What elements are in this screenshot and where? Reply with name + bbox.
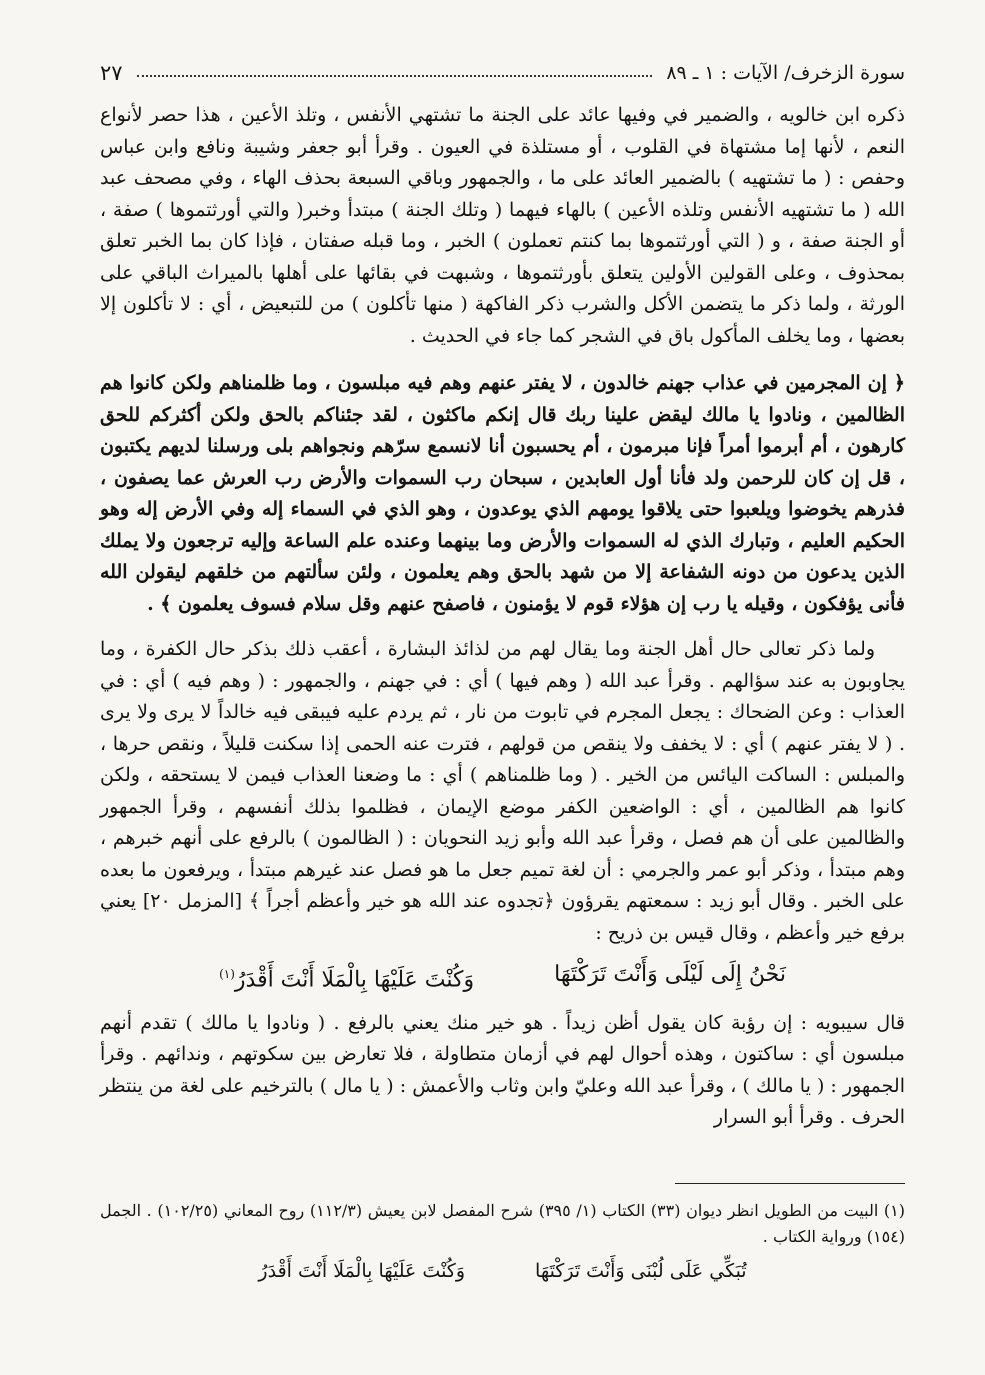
footnote-text: (١) البيت من الطويل انظر ديوان (٣٣) الكتاب (١/ ٣٩٥) شرح المفصل لابن يعيش (١١٢/٣) روح المعاني (١٠٢/٢٥) . الجمل (١٥٤) ورواية الكتاب . <box>100 1201 906 1246</box>
poem-second-hemistich-text: وَكُنْتَ عَلَيْهَا بِالْمَلَا أَنْتَ أَقْدَرُ <box>234 967 475 993</box>
poem-second-hemistich <box>219 959 474 996</box>
footnote-section <box>100 1198 905 1284</box>
poem-first-hemistich: نَحْنُ إِلَى لَيْلَى وَأَنْتَ تَرَكْتَهَا <box>554 962 786 987</box>
footnote-second-hemistich: وَكُنْتَ عَلَيْهَا بِالْمَلَا أَنْتَ أَقْدَرُ <box>258 1260 466 1282</box>
footnote-separator <box>675 1183 905 1184</box>
footnote-poetry-verse <box>100 1258 905 1284</box>
page-number: ٢٧ <box>100 61 123 85</box>
main-text <box>100 100 905 1134</box>
footnote-marker: (١) <box>219 967 235 981</box>
footnote-first-hemistich: تُبَكِّي عَلَى لُبْنَى وَأَنْتَ تَرَكْتَهَا <box>535 1260 747 1282</box>
commentary-paragraph-3: قال سيبويه : إن رؤبة كان يقول أظن زيداً . هو خير منك يعني بالرفع . ( ونادوا يا مالك ) تقدم أنهم مبلسون أي : ساكتون ، وهذه أحوال لهم في أزمان متطاولة ، فلا تعارض بين سكوتهم ، وندائهم . وقرأ الجمهور : ( يا مالك ) ، وقرأ عبد الله وعليّ وابن وثاب والأعمش : ( يا مال ) بالترخيم على لغة من ينتظر الحرف . وقرأ أبو السرار <box>100 1011 905 1129</box>
commentary-paragraph-2: ولما ذكر تعالى حال أهل الجنة وما يقال لهم من لذائذ البشارة ، أعقب ذلك بذكر حال الكفرة ، وما يجاوبون به عند سؤالهم . وقرأ عبد الله ( وهم فيها ) أي : في جهنم ، والجمهور : ( وهم فيه ) أي : في العذاب : وعن الضحاك : يجعل المجرم في تابوت من نار ، ثم يردم عليه فيبقى فيه خالداً لا يرى ولا يرى . ( لا يفتر عنهم ) أي : لا يخفف ولا ينقص من قولهم ، فترت عنه الحمى إذا سكنت قليلاً ، ونقص حرها ، والمبلس : الساكت اليائس من الخير . ( وما ظلمناهم ) أي : ما وضعنا العذاب فيمن لا يستحقه ، ولكن كانوا هم الظالمين ، أي : الواضعين الكفر موضع الإيمان ، فظلموا بذلك أنفسهم ، وقرأ الجمهور والظالمين على أن هم فصل ، وقرأ عبد الله وأبو زيد النحويان : ( الظالمون ) بالرفع على أنهم خبرهم ، وهم مبتدأ ، وذكر أبو عمر والجرمي : أن لغة تميم جعل ما هو فصل عند غيرهم مبتدأ ، ويرفعون ما بعده على الخبر . وقال أبو زيد : سمعتهم يقرؤون ﴿تجدوه عند الله هو خير وأعظم أجراً ﴾ [المزمل ٢٠] يعني برفع خير وأعظم ، وقال قيس بن ذريح : <box>100 638 906 944</box>
surah-title: سورة الزخرف/ الآيات : ١ ـ ٨٩ <box>666 62 905 84</box>
quran-verses-block: ﴿ إن المجرمين في عذاب جهنم خالدون ، لا يفتر عنهم وهم فيه مبلسون ، وما ظلمناهم ولكن كانوا هم الظالمين ، ونادوا يا مالك ليقض علينا ربك قال إنكم ماكثون ، لقد جئناكم بالحق ولكن أكثركم للحق كارهون ، أم أبرموا أمراً فإنا مبرمون ، أم يحسبون أنا لانسمع سرّهم ونجواهم بلى ورسلنا لديهم يكتبون ، قل إن كان للرحمن ولد فأنا أول العابدين ، سبحان رب السموات والأرض رب العرش عما يصفون ، فذرهم يخوضوا ويلعبوا حتى يلاقوا يومهم الذي يوعدون ، وهو الذي في السماء إله وفي الأرض إله وهو الحكيم العليم ، وتبارك الذي له السموات والأرض وما بينهما وعنده علم الساعة وإليه ترجعون ولا يملك الذين يدعون من دونه الشفاعة إلا من شهد بالحق وهم يعلمون ، ولئن سألتهم من خلقهم ليقولن الله فأنى يؤفكون ، وقيله يا رب إن هؤلاء قوم لا يؤمنون ، فاصفح عنهم وقل سلام فسوف يعلمون ﴾ . <box>100 372 905 615</box>
header-dotted-leader <box>137 75 653 77</box>
running-header <box>100 55 905 91</box>
poetry-verse <box>100 959 905 996</box>
commentary-paragraph-1: ذكره ابن خالويه ، والضمير في وفيها عائد على الجنة ما تشتهي الأنفس ، وتلذ الأعين ، هذا حصر لأنواع النعم ، لأنها إما مشتهاة في القلوب ، أو مستلذة في العيون . وقرأ أبو جعفر وشيبة ونافع وابن عباس وحفص : ( ما تشتهيه ) بالضمير العائد على ما ، والجمهور وباقي السبعة بحذف الهاء ، وفي مصحف عبد الله ( ما تشتهيه الأنفس وتلذه الأعين ) بالهاء فيهما ( وتلك الجنة ) مبتدأ وخبر( والتي أورثتموها ) صفة ، أو الجنة صفة ، و ( التي أورثتموها بما كنتم تعملون ) الخبر ، وما قبله صفتان ، فإذا كان بما الخبر تعلق بمحذوف ، وعلى القولين الأولين يتعلق بأورثتموها ، وشبهت في بقائها على أهلها بالميراث الباقي على الورثة ، ولما ذكر ما يتضمن الأكل والشرب ذكر الفاكهة ( منها تأكلون ) من للتبعيض ، أي : لا تأكلون إلا بعضها ، وما يخلف المأكول باق في الشجر كما جاء في الحديث . <box>100 104 905 347</box>
